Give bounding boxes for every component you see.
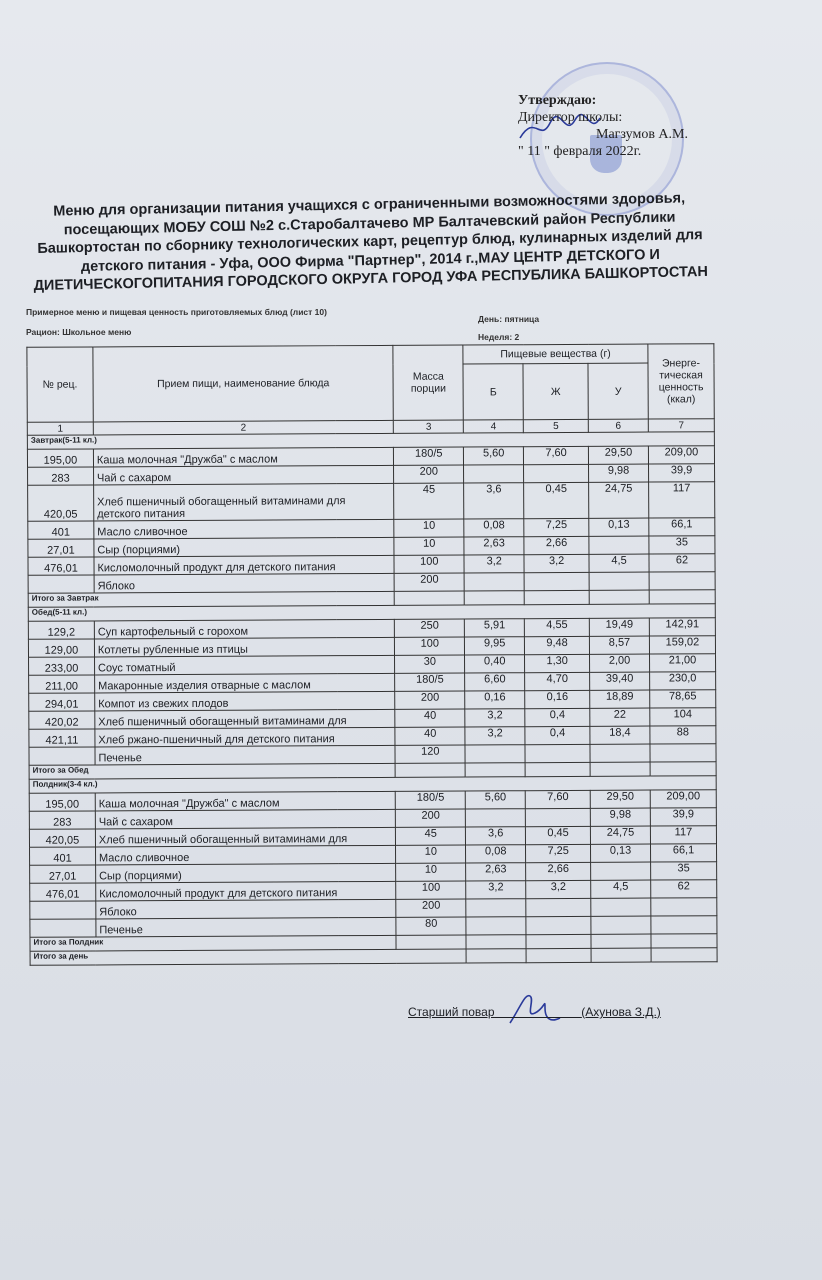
dish-name: Компот из свежих плодов — [95, 691, 396, 711]
energy-cell: 62 — [651, 880, 717, 898]
mass-cell: 200 — [396, 899, 466, 917]
fat-cell: 0,45 — [526, 826, 591, 844]
protein-cell: 0,08 — [466, 845, 526, 863]
energy-cell: 142,91 — [649, 618, 715, 636]
recipe-number — [30, 919, 96, 937]
dish-name: Печенье — [95, 745, 396, 765]
cook-signature-line — [408, 1005, 661, 1019]
carbs-cell: 22 — [590, 708, 650, 726]
fat-cell: 7,60 — [524, 446, 589, 464]
recipe-number: 421,11 — [29, 729, 95, 747]
carbs-cell — [591, 916, 651, 934]
mass-cell: 40 — [395, 709, 465, 727]
table-row — [28, 482, 715, 522]
column-number: 1 — [27, 422, 93, 435]
mass-cell: 250 — [395, 619, 465, 637]
mass-cell: 180/5 — [396, 791, 466, 809]
protein-cell: 5,91 — [465, 619, 525, 637]
carbs-cell: 4,5 — [589, 554, 649, 572]
protein-cell — [466, 809, 526, 827]
carbs-cell: 18,4 — [590, 726, 650, 744]
dish-name: Масло сливочное — [94, 519, 395, 539]
header-u: У — [588, 363, 648, 419]
recipe-number: 27,01 — [30, 865, 96, 883]
mass-cell: 180/5 — [394, 447, 464, 465]
protein-cell: 5,60 — [464, 447, 524, 465]
header-mass: Масса порции — [393, 345, 463, 420]
energy-cell: 35 — [651, 862, 717, 880]
energy-cell: 104 — [650, 708, 716, 726]
dish-name: Соус томатный — [94, 655, 395, 675]
protein-cell — [464, 465, 524, 483]
protein-cell: 0,40 — [465, 655, 525, 673]
mass-cell: 200 — [396, 809, 466, 827]
recipe-number: 211,00 — [29, 675, 95, 693]
protein-cell: 3,2 — [465, 727, 525, 745]
energy-cell: 39,9 — [648, 464, 714, 482]
section-total-label: Итого за Полдник — [30, 935, 396, 951]
mass-cell: 100 — [394, 555, 464, 573]
dish-name: Чай с сахаром — [95, 809, 396, 829]
protein-cell: 3,2 — [466, 881, 526, 899]
recipe-number: 401 — [30, 847, 96, 865]
energy-cell: 159,02 — [649, 636, 715, 654]
fat-cell: 7,25 — [524, 518, 589, 536]
dish-name: Яблоко — [96, 899, 397, 919]
dish-name: Сыр (порциями) — [94, 537, 395, 557]
protein-cell: 2,63 — [466, 863, 526, 881]
recipe-number: 420,02 — [29, 711, 95, 729]
document-title: Меню для организации питания учащихся с ограниченными возможностями здоровья, посещающих МОБУ СОШ №2 с.Старобалтачево МР Балтачевский район Республики Башкортостан по сборнику технологических карт, рецептур блюд, кулинарных изделий для детского питания - Уфа, ООО Фирма "Партнер", 2014 г.,МАУ ЦЕНТР ДЕТСКОГО И ДИЕТИЧЕСКОГОПИТАНИЯ ГОРОДСКОГО ОКРУГА ГОРОД УФА РЕСПУБЛИКА БАШКОРТОСТАН — [33, 190, 709, 295]
energy-cell: 117 — [650, 826, 716, 844]
energy-cell: 21,00 — [649, 654, 715, 672]
carbs-cell — [591, 862, 651, 880]
protein-cell: 3,6 — [466, 827, 526, 845]
energy-cell: 62 — [649, 554, 715, 572]
recipe-number: 195,00 — [27, 449, 93, 467]
protein-cell: 2,63 — [464, 537, 524, 555]
sheet-label: Примерное меню и пищевая ценность приготовляемых блюд (лист 10) — [26, 307, 327, 317]
header-name: Прием пищи, наименование блюда — [93, 345, 394, 422]
recipe-number — [30, 901, 96, 919]
carbs-cell: 0,13 — [589, 518, 649, 536]
column-number: 6 — [588, 419, 648, 432]
fat-cell: 0,45 — [524, 482, 589, 518]
header-energy: Энерге-тическая ценность (ккал) — [648, 344, 714, 419]
fat-cell: 7,25 — [526, 844, 591, 862]
carbs-cell: 18,89 — [590, 690, 650, 708]
mass-cell: 120 — [395, 745, 465, 763]
recipe-number: 476,01 — [28, 557, 94, 575]
recipe-number: 401 — [28, 521, 94, 539]
section-title: Обед(5-11 кл.) — [28, 604, 715, 622]
cook-role: Старший повар — [408, 1005, 495, 1019]
fat-cell: 0,4 — [525, 708, 590, 726]
recipe-number: 129,00 — [28, 639, 94, 657]
day-total-row — [30, 948, 717, 966]
header-zh: Ж — [523, 363, 588, 419]
fat-cell — [526, 916, 591, 934]
fat-cell — [525, 744, 590, 762]
recipe-number: 195,00 — [29, 793, 95, 811]
energy-cell: 209,00 — [650, 790, 716, 808]
dish-name: Каша молочная "Дружба" с маслом — [95, 791, 396, 811]
carbs-cell: 4,5 — [591, 880, 651, 898]
energy-cell — [651, 898, 717, 916]
carbs-cell: 19,49 — [589, 618, 649, 636]
column-number: 4 — [464, 420, 524, 433]
fat-cell: 4,55 — [524, 618, 589, 636]
dish-name: Хлеб пшеничный обогащенный витаминами для — [95, 827, 396, 847]
recipe-number: 27,01 — [28, 539, 94, 557]
dish-name: Чай с сахаром — [93, 465, 394, 485]
mass-cell: 30 — [395, 655, 465, 673]
section-title: Завтрак(5-11 кл.) — [27, 432, 714, 450]
energy-cell: 35 — [649, 536, 715, 554]
section-total-label: Итого за Обед — [29, 763, 395, 779]
mass-cell: 100 — [395, 637, 465, 655]
protein-cell: 3,2 — [465, 709, 525, 727]
approval-block — [518, 92, 688, 160]
mass-cell: 200 — [395, 691, 465, 709]
mass-cell: 180/5 — [395, 673, 465, 691]
fat-cell: 4,70 — [525, 672, 590, 690]
carbs-cell: 0,13 — [591, 844, 651, 862]
dish-name: Кисломолочный продукт для детского питания — [96, 881, 397, 901]
carbs-cell: 9,98 — [589, 464, 649, 482]
dish-name: Масло сливочное — [95, 845, 396, 865]
recipe-number: 283 — [29, 811, 95, 829]
protein-cell: 0,16 — [465, 691, 525, 709]
header-b: Б — [463, 364, 523, 420]
mass-cell: 200 — [394, 573, 464, 591]
protein-cell: 6,60 — [465, 673, 525, 691]
header-num: № рец. — [27, 347, 93, 422]
energy-cell: 39,9 — [650, 808, 716, 826]
carbs-cell — [589, 572, 649, 590]
header-nutrients: Пищевые вещества (г) — [463, 344, 648, 364]
fat-cell: 1,30 — [525, 654, 590, 672]
recipe-number: 283 — [28, 467, 94, 485]
fat-cell: 2,66 — [524, 536, 589, 554]
approval-name: Магзумов А.М. — [596, 127, 688, 142]
dish-name: Суп картофельный с горохом — [94, 619, 395, 639]
dish-name: Печенье — [96, 917, 397, 937]
recipe-number: 420,05 — [29, 829, 95, 847]
dish-name: Сыр (порциями) — [96, 863, 397, 883]
mass-cell: 10 — [396, 845, 466, 863]
dish-name: Кисломолочный продукт для детского питания — [94, 555, 395, 575]
mass-cell: 10 — [394, 537, 464, 555]
recipe-number: 233,00 — [29, 657, 95, 675]
energy-cell — [651, 916, 717, 934]
recipe-number: 129,2 — [28, 621, 94, 639]
carbs-cell — [589, 536, 649, 554]
menu-table — [26, 343, 717, 966]
fat-cell — [524, 464, 589, 482]
energy-cell: 66,1 — [649, 518, 715, 536]
fat-cell: 3,2 — [526, 880, 591, 898]
fat-cell: 0,16 — [525, 690, 590, 708]
energy-cell: 66,1 — [650, 844, 716, 862]
column-number: 3 — [394, 420, 464, 433]
energy-cell: 117 — [649, 482, 715, 518]
mass-cell: 80 — [396, 917, 466, 935]
fat-cell: 0,4 — [525, 726, 590, 744]
dish-name: Макаронные изделия отварные с маслом — [95, 673, 396, 693]
column-number: 7 — [648, 419, 714, 432]
fat-cell — [525, 808, 590, 826]
energy-cell — [650, 744, 716, 762]
carbs-cell: 9,98 — [590, 808, 650, 826]
protein-cell: 0,08 — [464, 519, 524, 537]
week-label: Неделя: 2 — [478, 332, 520, 342]
recipe-number — [28, 575, 94, 593]
protein-cell: 5,60 — [465, 791, 525, 809]
recipe-number: 420,05 — [28, 485, 94, 521]
protein-cell — [466, 917, 526, 935]
energy-cell: 209,00 — [648, 446, 714, 464]
energy-cell — [649, 572, 715, 590]
energy-cell: 78,65 — [650, 690, 716, 708]
dish-name: Хлеб ржано-пшеничный для детского питания — [95, 727, 396, 747]
carbs-cell: 39,40 — [590, 672, 650, 690]
dish-name: Яблоко — [94, 573, 395, 593]
protein-cell — [466, 899, 526, 917]
column-number: 2 — [93, 420, 393, 435]
energy-cell: 88 — [650, 726, 716, 744]
mass-cell: 45 — [396, 827, 466, 845]
approval-position: Директор школы: — [518, 110, 623, 125]
carbs-cell — [591, 898, 651, 916]
mass-cell: 200 — [394, 465, 464, 483]
approval-heading: Утверждаю: — [518, 93, 597, 108]
carbs-cell: 29,50 — [588, 446, 648, 464]
mass-cell: 10 — [394, 519, 464, 537]
fat-cell: 9,48 — [525, 636, 590, 654]
protein-cell: 3,2 — [464, 555, 524, 573]
fat-cell: 3,2 — [524, 554, 589, 572]
protein-cell — [465, 745, 525, 763]
cook-name: (Ахунова З.Д.) — [581, 1005, 661, 1019]
carbs-cell: 24,75 — [589, 482, 649, 518]
fat-cell: 2,66 — [526, 862, 591, 880]
recipe-number — [29, 747, 95, 765]
carbs-cell: 29,50 — [590, 790, 650, 808]
mass-cell: 100 — [396, 881, 466, 899]
section-title: Полдник(3-4 кл.) — [29, 776, 716, 794]
approval-date: " 11 " февраля 2022г. — [518, 144, 642, 159]
protein-cell: 9,95 — [465, 637, 525, 655]
dish-name: Хлеб пшеничный обогащенный витаминами для детского питания — [94, 483, 395, 521]
dish-name: Котлеты рубленные из птицы — [94, 637, 395, 657]
ration-label: Рацион: Школьное меню — [26, 327, 132, 337]
day-total-label: Итого за день — [30, 949, 466, 965]
energy-cell: 230,0 — [650, 672, 716, 690]
dish-name: Каша молочная "Дружба" с маслом — [93, 447, 394, 467]
day-label: День: пятница — [478, 314, 540, 324]
fat-cell — [524, 572, 589, 590]
fat-cell: 7,60 — [525, 790, 590, 808]
carbs-cell: 24,75 — [590, 826, 650, 844]
mass-cell: 45 — [394, 483, 464, 519]
mass-cell: 10 — [396, 863, 466, 881]
dish-name: Хлеб пшеничный обогащенный витаминами для — [95, 709, 396, 729]
carbs-cell: 8,57 — [589, 636, 649, 654]
mass-cell: 40 — [395, 727, 465, 745]
recipe-number: 294,01 — [29, 693, 95, 711]
carbs-cell: 2,00 — [590, 654, 650, 672]
protein-cell: 3,6 — [464, 483, 524, 519]
fat-cell — [526, 898, 591, 916]
section-total-label: Итого за Завтрак — [28, 591, 394, 607]
column-number: 5 — [523, 419, 588, 432]
carbs-cell — [590, 744, 650, 762]
protein-cell — [464, 573, 524, 591]
recipe-number: 476,01 — [30, 883, 96, 901]
